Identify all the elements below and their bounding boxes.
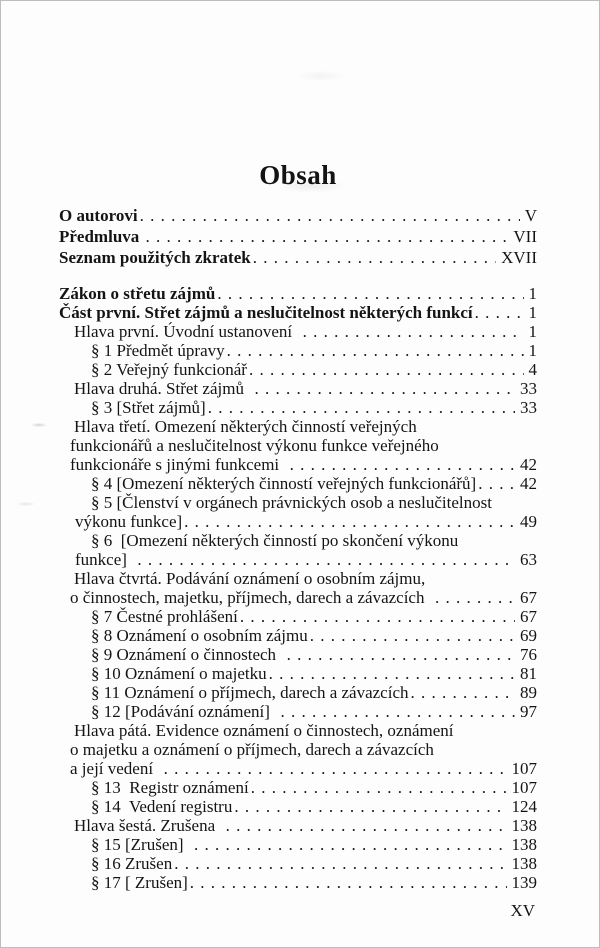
- toc-entry: [59, 759, 537, 778]
- toc-entry-page-number: 89: [520, 683, 537, 702]
- toc-entry-page-number: 33: [520, 398, 537, 417]
- toc-entry-text: § 10 Oznámení o majetku: [91, 664, 267, 683]
- toc-entry: [59, 721, 537, 740]
- toc-entry-text: Předmluva: [59, 227, 144, 246]
- dot-leader: [225, 341, 524, 360]
- toc-entry-text: § 13 Registr oznámení: [91, 778, 249, 797]
- toc-entry-page-number: 1: [528, 284, 537, 303]
- toc-entry-text: § 7 Čestné prohlášení: [91, 607, 238, 626]
- toc-content: [1, 1, 599, 921]
- toc-entry-page-number: 67: [520, 588, 537, 607]
- toc-entry-text: § 5 [Členství v orgánech právnických osob a neslučitelnost: [91, 493, 492, 512]
- toc-entry-page-number: 1: [528, 322, 537, 341]
- toc-entry: [59, 550, 537, 569]
- toc-entry-text: o činnostech, majetku, příjmech, darech a závazcích: [70, 588, 433, 607]
- dot-leader: [409, 683, 516, 702]
- toc-entry-text: funkcionáře s jinými funkcemi: [70, 455, 288, 474]
- dot-leader: [135, 550, 515, 569]
- toc-entry-page-number: 138: [511, 835, 537, 854]
- toc-entry-page-number: 67: [520, 607, 537, 626]
- dot-leader: [285, 645, 515, 664]
- toc-entry: [59, 569, 537, 588]
- toc-entry-text: § 8 Oznámení o osobním zájmu: [91, 626, 308, 645]
- toc-entry-page-number: 1: [528, 341, 537, 360]
- dot-leader: [247, 360, 524, 379]
- toc-entry-page-number: 1: [528, 303, 537, 322]
- toc-entry-page-number: 107: [511, 778, 537, 797]
- dot-leader: [288, 455, 515, 474]
- dot-leader: [172, 854, 506, 873]
- toc-entry: [59, 341, 537, 360]
- toc-entry: [59, 854, 537, 873]
- toc-entry-text: § 3 [Střet zájmů]: [91, 398, 206, 417]
- dot-leader: [224, 816, 507, 835]
- toc-entry-page-number: 42: [520, 474, 537, 493]
- toc-entry-text: Hlava pátá. Evidence oznámení o činnostech, oznámení: [74, 721, 454, 740]
- dot-leader: [433, 588, 515, 607]
- toc-entry: [59, 205, 537, 226]
- toc-entry-page-number: V: [524, 206, 537, 225]
- toc-entry-text: § 17 [ Zrušen]: [91, 873, 188, 892]
- toc-entry-text: Část první. Střet zájmů a neslučitelnost některých funkcí: [59, 303, 473, 322]
- toc-entry-page-number: 42: [520, 455, 537, 474]
- dot-leader: [138, 205, 520, 226]
- toc-entry-text: § 14 Vedení registru: [91, 797, 233, 816]
- toc-entry-page-number: 97: [520, 702, 537, 721]
- toc-entry-text: Hlava první. Úvodní ustanovení: [74, 322, 301, 341]
- dot-leader: [144, 226, 509, 247]
- toc-entry: [59, 626, 537, 645]
- dot-leader: [251, 247, 496, 268]
- toc-entry: [59, 512, 537, 531]
- toc-entry-page-number: 4: [528, 360, 537, 379]
- dot-leader: [476, 474, 515, 493]
- toc-entry-text: Hlava čtvrtá. Podávání oznámení o osobním zájmu,: [74, 569, 426, 588]
- toc-entry-page-number: 139: [511, 873, 537, 892]
- dot-leader: [182, 512, 515, 531]
- toc-entry-text: funkce]: [75, 550, 136, 569]
- toc-entry-page-number: 81: [520, 664, 537, 683]
- toc-entry: [59, 417, 537, 436]
- toc-entry-page-number: 49: [520, 512, 537, 531]
- toc-entry-text: o majetku a oznámení o příjmech, darech a závazcích: [70, 740, 434, 759]
- toc-entry-text: Zákon o střetu zájmů: [59, 284, 216, 303]
- dot-leader: [238, 607, 515, 626]
- toc-entry-text: Seznam použitých zkratek: [59, 248, 251, 267]
- toc-entry: [59, 436, 537, 455]
- toc-entry: [59, 588, 537, 607]
- toc-entry-text: výkonu funkce]: [75, 512, 183, 531]
- toc-entry-page-number: 63: [520, 550, 537, 569]
- toc-entry: [59, 664, 537, 683]
- dot-leader: [232, 797, 506, 816]
- toc-entry: [59, 816, 537, 835]
- toc-entry: [59, 398, 537, 417]
- toc-entry-text: funkcionářů a neslučitelnost výkonu funkce veřejného: [70, 436, 439, 455]
- toc-entry-text: O autorovi: [59, 206, 138, 225]
- toc-entry-text: § 2 Veřejný funkcionář: [91, 360, 247, 379]
- toc-entry-text: § 12 [Podávání oznámení]: [91, 702, 279, 721]
- toc-entry: [59, 645, 537, 664]
- dot-leader: [192, 835, 506, 854]
- toc-entry-page-number: 33: [520, 379, 537, 398]
- dot-leader: [252, 379, 515, 398]
- page-number-folio: XV: [510, 901, 535, 920]
- toc-entry: [59, 607, 537, 626]
- toc-entry-text: § 6 [Omezení některých činností po skončení výkonu: [91, 531, 459, 550]
- toc-entry: [59, 360, 537, 379]
- toc-front-matter-section: [59, 205, 537, 268]
- toc-entry: [59, 702, 537, 721]
- toc-entry-page-number: XVII: [501, 248, 537, 267]
- toc-entry-page-number: 124: [511, 797, 537, 816]
- dot-leader: [188, 873, 507, 892]
- toc-entry-text: § 16 Zrušen: [91, 854, 173, 873]
- toc-entry: [59, 226, 537, 247]
- toc-entry: [59, 797, 537, 816]
- toc-entry: [59, 493, 537, 512]
- toc-entry: [59, 873, 537, 892]
- toc-entry-page-number: 76: [520, 645, 537, 664]
- toc-entry-page-number: 138: [511, 816, 537, 835]
- toc-entry-text: § 15 [Zrušen]: [91, 835, 193, 854]
- toc-entry-page-number: 69: [520, 626, 537, 645]
- toc-entry-text: Hlava druhá. Střet zájmů: [74, 379, 253, 398]
- toc-entry-text: § 1 Předmět úpravy: [91, 341, 225, 360]
- dot-leader: [215, 284, 523, 303]
- toc-entry: [59, 322, 537, 341]
- toc-entry: [59, 247, 537, 268]
- toc-entry: [59, 455, 537, 474]
- toc-entry: [59, 835, 537, 854]
- dot-leader: [249, 778, 507, 797]
- toc-entry: [59, 284, 537, 303]
- toc-entry-page-number: 107: [511, 759, 537, 778]
- dot-leader: [308, 626, 515, 645]
- dot-leader: [206, 398, 515, 417]
- toc-entry-page-number: VII: [513, 227, 537, 246]
- toc-entry-text: § 11 Oznámení o příjmech, darech a závazcích: [91, 683, 409, 702]
- toc-entry-text: a její vedení: [70, 759, 162, 778]
- toc-entry-text: § 4 [Omezení některých činností veřejných funkcionářů]: [91, 474, 477, 493]
- toc-entry: [59, 683, 537, 702]
- dot-leader: [267, 664, 515, 683]
- toc-entry: [59, 778, 537, 797]
- toc-entry: [59, 474, 537, 493]
- toc-title: Obsah: [259, 160, 337, 190]
- toc-body-section: [59, 284, 537, 892]
- toc-entry-text: Hlava třetí. Omezení některých činností veřejných: [74, 417, 417, 436]
- toc-entry: [59, 379, 537, 398]
- toc-entry-text: § 9 Oznámení o činnostech: [91, 645, 285, 664]
- dot-leader: [162, 759, 507, 778]
- toc-entry-page-number: 138: [511, 854, 537, 873]
- toc-entry: [59, 531, 537, 550]
- toc-entry-text: Hlava šestá. Zrušena: [74, 816, 224, 835]
- toc-entry: [59, 303, 537, 322]
- dot-leader: [473, 303, 524, 322]
- dot-leader: [278, 702, 515, 721]
- toc-entry: [59, 740, 537, 759]
- dot-leader: [301, 322, 524, 341]
